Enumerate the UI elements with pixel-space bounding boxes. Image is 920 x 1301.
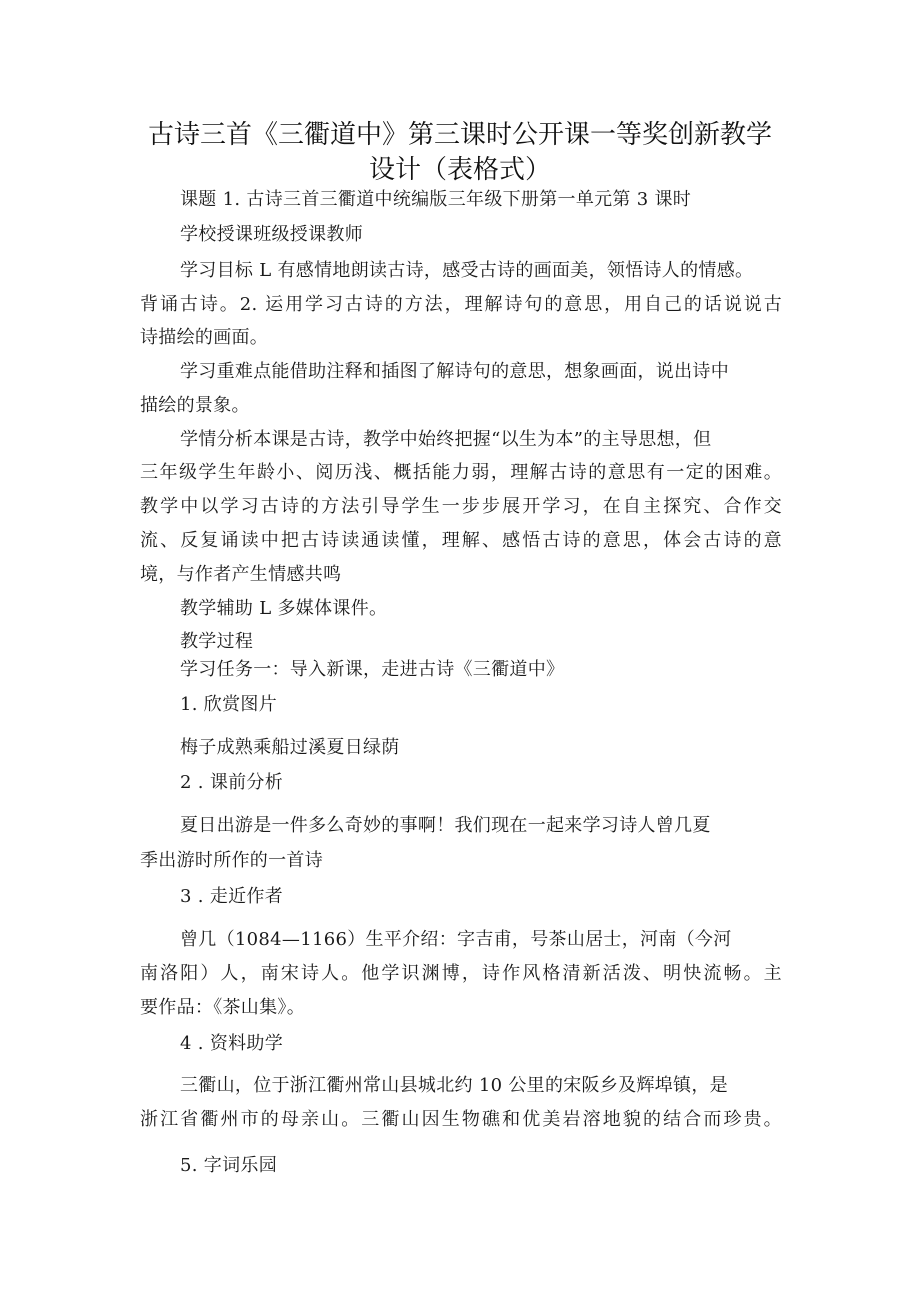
section-2-heading: 2 . 课前分析 bbox=[180, 772, 284, 793]
section-4-line-1: 三衢山，位于浙江衢州常山县城北约 10 公里的宋阪乡及辉埠镇，是 bbox=[180, 1075, 728, 1096]
section-3-line-1: 曾几（1084—1166）生平介绍：字吉甫，号茶山居士，河南（今河 bbox=[180, 929, 732, 950]
section-1-text: 梅子成熟乘船过溪夏日绿荫 bbox=[180, 737, 400, 758]
section-1-heading: 1. 欣赏图片 bbox=[180, 694, 277, 715]
section-3-heading: 3 . 走近作者 bbox=[180, 886, 284, 907]
teaching-aids: 教学辅助 L 多媒体课件。 bbox=[180, 598, 388, 619]
section-3-line-2: 南洛阳）人，南宋诗人。他学识渊博，诗作风格清新活泼、明快流畅。主 bbox=[140, 963, 782, 984]
analysis-line-5: 境，与作者产生情感共鸣 bbox=[140, 564, 342, 585]
teaching-process-heading: 教学过程 bbox=[180, 631, 254, 652]
key-difficulty-line-2: 描绘的景象。 bbox=[140, 395, 250, 416]
section-4-heading: 4 . 资料助学 bbox=[180, 1033, 284, 1054]
document-title-line-2: 设计（表格式） bbox=[368, 155, 551, 185]
analysis-line-1: 学情分析本课是古诗，教学中始终把握“以生为本”的主导思想，但 bbox=[180, 429, 712, 450]
lesson-topic: 课题 1. 古诗三首三衢道中统编版三年级下册第一单元第 3 课时 bbox=[180, 189, 692, 210]
section-4-line-2: 浙江省衢州市的母亲山。三衢山因生物礁和优美岩溶地貌的结合而珍贵。 bbox=[140, 1109, 782, 1130]
document-title-line-1: 古诗三首《三衢道中》第三课时公开课一等奖创新教学 bbox=[147, 120, 772, 150]
section-2-line-1: 夏日出游是一件多么奇妙的事啊！我们现在一起来学习诗人曾几夏 bbox=[180, 815, 711, 836]
section-3-line-3: 要作品：《茶山集》。 bbox=[140, 997, 305, 1018]
learning-goals-line-3: 诗描绘的画面。 bbox=[140, 327, 269, 348]
section-2-line-2: 季出游时所作的一首诗 bbox=[140, 850, 323, 871]
learning-goals-line-1: 学习目标 L 有感情地朗读古诗，感受古诗的画面美，领悟诗人的情感。 bbox=[180, 260, 754, 281]
analysis-line-3: 教学中以学习古诗的方法引导学生一步步展开学习，在自主探究、合作交 bbox=[140, 496, 782, 517]
analysis-line-2: 三年级学生年龄小、阅历浅、概括能力弱，理解古诗的意思有一定的困难。 bbox=[140, 462, 782, 483]
key-difficulty-line-1: 学习重难点能借助注释和插图了解诗句的意思，想象画面，说出诗中 bbox=[180, 361, 729, 382]
task-one-heading: 学习任务一：导入新课，走进古诗《三衢道中》 bbox=[180, 659, 565, 680]
section-5-heading: 5. 字词乐园 bbox=[180, 1155, 277, 1176]
analysis-line-4: 流、反复诵读中把古诗读通读懂，理解、感悟古诗的意思，体会古诗的意 bbox=[140, 530, 782, 551]
learning-goals-line-2: 背诵古诗。2. 运用学习古诗的方法，理解诗句的意思，用自己的话说说古 bbox=[140, 294, 782, 315]
school-class-teacher: 学校授课班级授课教师 bbox=[180, 224, 363, 245]
